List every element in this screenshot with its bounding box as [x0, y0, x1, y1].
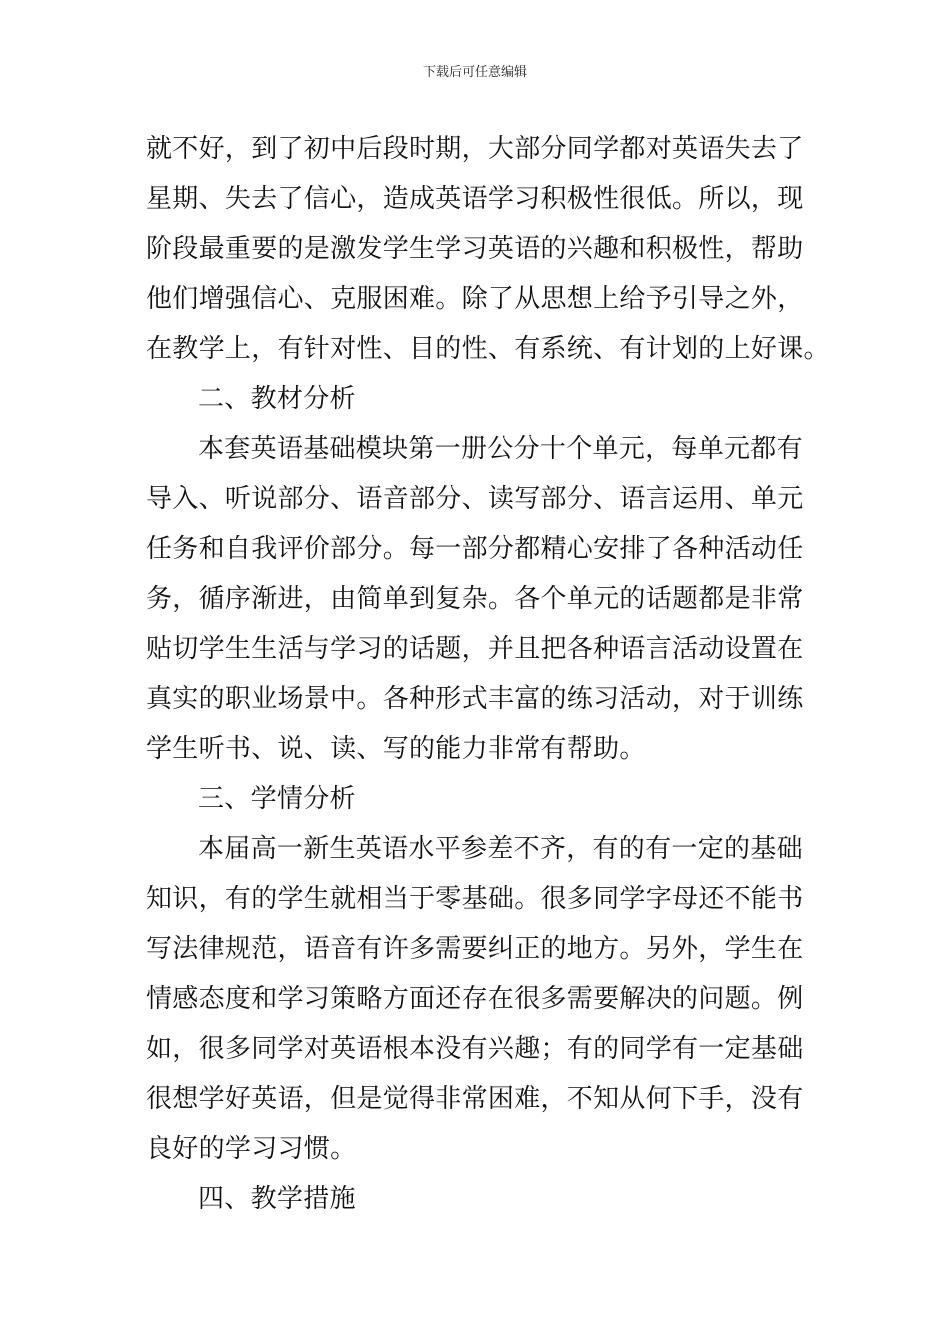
text-line: 写法律规范，语音有许多需要纠正的地方。另外，学生在 [146, 934, 804, 964]
text-line: 贴切学生生活与学习的话题，并且把各种语言活动设置在 [146, 634, 804, 664]
text-line: 在教学上，有针对性、目的性、有系统、有计划的上好课。 [146, 334, 830, 364]
section-heading-materials: 二、教材分析 [198, 384, 356, 414]
text-line: 他们增强信心、克服困难。除了从思想上给予引导之外， [146, 284, 804, 314]
text-line: 阶段最重要的是激发学生学习英语的兴趣和积极性，帮助 [146, 234, 804, 264]
document-body [146, 124, 830, 1224]
text-line: 如，很多同学对英语根本没有兴趣；有的同学有一定基础 [146, 1034, 804, 1064]
text-line: 真实的职业场景中。各种形式丰富的练习活动，对于训练 [146, 684, 804, 714]
text-line: 导入、听说部分、语音部分、读写部分、语言运用、单元 [146, 484, 804, 514]
text-line: 本套英语基础模块第一册公分十个单元，每单元都有 [198, 434, 803, 464]
text-line: 良好的学习习惯。 [146, 1134, 357, 1164]
text-line: 本届高一新生英语水平参差不齐，有的有一定的基础 [198, 834, 803, 864]
page-header: 下载后可任意编辑 [422, 65, 527, 80]
text-line: 情感态度和学习策略方面还存在很多需要解决的问题。例 [146, 984, 804, 1014]
text-line: 学生听书、说、读、写的能力非常有帮助。 [146, 734, 646, 764]
text-line: 就不好，到了初中后段时期，大部分同学都对英语失去了 [146, 134, 804, 164]
section-heading-students: 三、学情分析 [198, 784, 356, 814]
section-heading-measures: 四、教学措施 [198, 1184, 356, 1214]
text-line: 星期、失去了信心，造成英语学习积极性很低。所以，现 [146, 184, 804, 214]
text-line: 务，循序渐进，由简单到复杂。各个单元的话题都是非常 [146, 584, 804, 614]
text-line: 知识，有的学生就相当于零基础。很多同学字母还不能书 [146, 884, 804, 914]
text-line: 任务和自我评价部分。每一部分都精心安排了各种活动任 [146, 534, 804, 564]
text-line: 很想学好英语，但是觉得非常困难，不知从何下手，没有 [146, 1084, 804, 1114]
